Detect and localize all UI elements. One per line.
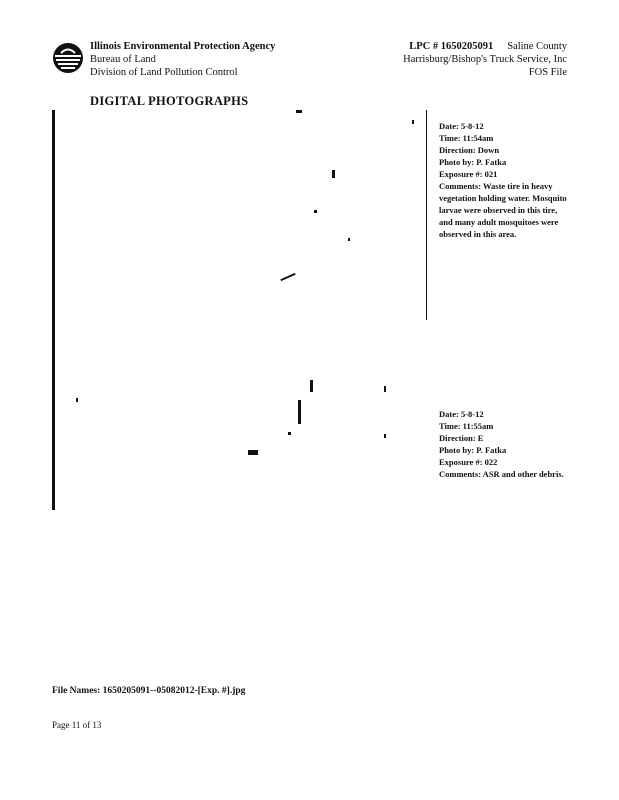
photo-1-frame	[52, 110, 428, 400]
division-name: Division of Land Pollution Control	[90, 67, 238, 78]
file-type: FOS File	[528, 67, 567, 78]
photo-2-speck	[248, 450, 258, 455]
photo-2-speck	[288, 432, 291, 435]
photo-2-date: Date: 5-8-12	[439, 409, 484, 419]
page-title: DIGITAL PHOTOGRAPHS	[90, 94, 249, 108]
file-names: File Names: 1650205091--05082012-[Exp. #].jpg	[52, 686, 246, 696]
site-info-block	[403, 40, 567, 79]
photo-1-direction: Direction: Down	[439, 145, 500, 155]
county-name: Saline County	[507, 41, 567, 52]
photo-1-speck	[348, 238, 350, 241]
agency-block	[90, 40, 275, 79]
photo-2-speck	[384, 434, 386, 438]
photo-2-speck	[298, 400, 301, 424]
lpc-number: LPC # 1650205091	[409, 41, 494, 52]
photo-2-frame	[52, 380, 428, 515]
site-name: Harrisburg/Bishop's Truck Service, Inc	[403, 54, 567, 65]
photo-2-speck	[76, 398, 78, 402]
photo-2-speck	[384, 386, 386, 392]
photo-1-right-edge	[426, 110, 427, 320]
photo-2-caption	[439, 408, 569, 480]
photo-1-speck	[332, 170, 335, 178]
agency-name: Illinois Environmental Protection Agency	[90, 41, 276, 52]
photo-2-direction: Direction: E	[439, 433, 484, 443]
photo-1-time: Time: 11:54am	[439, 133, 494, 143]
photo-1-date: Date: 5-8-12	[439, 121, 484, 131]
photo-1-left-edge	[52, 110, 55, 395]
photo-1-speck	[314, 210, 317, 213]
photo-2-time: Time: 11:55am	[439, 421, 494, 431]
photo-1-speck	[296, 110, 302, 113]
bureau-name: Bureau of Land	[90, 54, 156, 65]
photo-2-speck	[310, 380, 313, 392]
photo-1-comments: Comments: Waste tire in heavy vegetation holding water. Mosquito larvae were observed in this tire, and many adult mosquitoes were observed in this area.	[439, 181, 567, 239]
photo-2-left-edge	[52, 380, 55, 510]
photo-2-photographer: Photo by: P. Fatka	[439, 445, 507, 455]
photo-2-exposure: Exposure #: 022	[439, 457, 498, 467]
photo-1-photographer: Photo by: P. Fatka	[439, 157, 507, 167]
photo-1-speck	[280, 273, 295, 281]
page-number: Page 11 of 13	[52, 720, 102, 730]
photo-2-comments: Comments: ASR and other debris.	[439, 469, 564, 479]
lpc-line	[403, 40, 567, 53]
photo-1-caption	[439, 120, 569, 240]
illinois-epa-logo-icon	[52, 42, 84, 74]
photo-1-speck	[412, 120, 414, 124]
photo-1-exposure: Exposure #: 021	[439, 169, 498, 179]
